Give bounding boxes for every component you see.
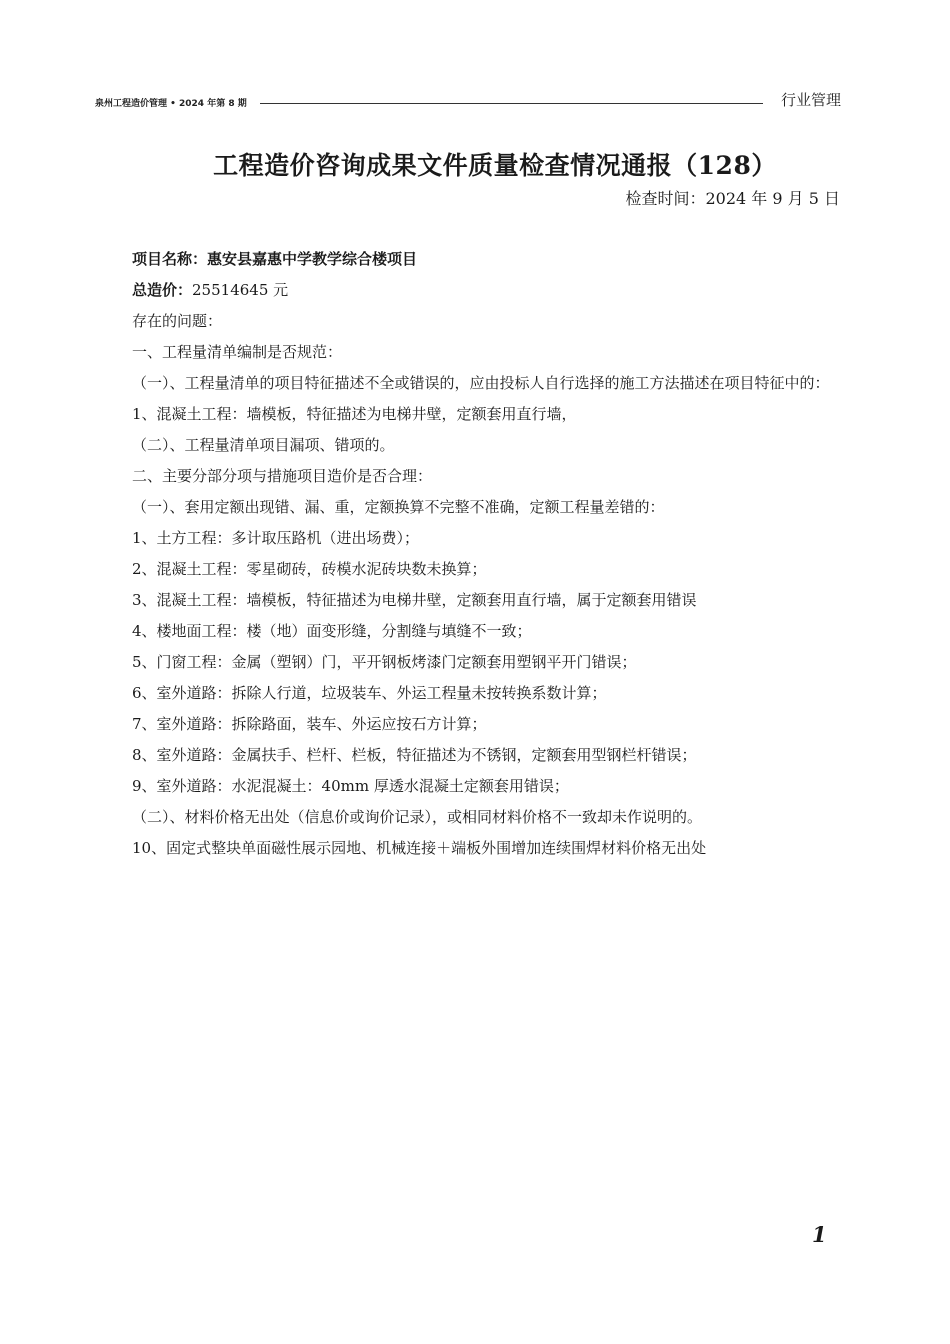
total-cost-label: 总造价： [132,281,193,299]
section-heading: 二、主要分部分项与措施项目造价是否合理： [132,467,433,485]
issue-item: 7、室外道路：拆除路面，装车、外运应按石方计算； [132,715,487,733]
subsection-heading: （二）、材料价格无出处（信息价或询价记录），或相同材料价格不一致却未作说明的。 [132,808,703,826]
project-name-value: 惠安县嘉惠中学教学综合楼项目 [207,250,418,268]
issue-item: 8、室外道路：金属扶手、栏杆、栏板，特征描述为不锈钢，定额套用型钢栏杆错误； [132,746,697,764]
running-header [95,88,841,112]
check-date: 检查时间：2024 年 9 月 5 日 [625,189,840,208]
document-title: 工程造价咨询成果文件质量检查情况通报（128） [213,151,777,180]
subsection-heading: （二）、工程量清单项目漏项、错项的。 [132,436,395,454]
report-body [98,244,844,864]
total-cost-value: 25514645 元 [192,281,289,299]
subsection-heading: （一）、套用定额出现错、漏、重，定额换算不完整不准确，定额工程量差错的： [132,498,665,516]
issues-heading: 存在的问题： [132,312,223,330]
page-number: 1 [812,1222,827,1247]
journal-name: 泉州工程造价管理 • 2024 年第 8 期 [95,99,247,109]
header-rule [260,103,763,104]
issue-item: 4、楼地面工程：楼（地）面变形缝，分割缝与填缝不一致； [132,622,532,640]
total-cost-line [98,275,844,306]
issue-item: 2、混凝土工程：零星砌砖，砖模水泥砖块数未换算； [132,560,487,578]
section-name: 行业管理 [780,91,841,109]
issue-item: 6、室外道路：拆除人行道，垃圾装车、外运工程量未按转换系数计算； [132,684,607,702]
issue-item: 1、土方工程：多计取压路机（进出场费）； [132,529,420,547]
project-name-label: 项目名称： [132,250,208,268]
issue-item: 10、固定式整块单面磁性展示园地、机械连接＋端板外围增加连续围焊材料价格无出处 [132,839,707,857]
issue-item: 5、门窗工程：金属（塑钢）门，平开钢板烤漆门定额套用塑钢平开门错误； [132,653,637,671]
issue-item: 3、混凝土工程：墙模板，特征描述为电梯井壁，定额套用直行墙，属于定额套用错误 [132,591,697,609]
section-heading: 一、工程量清单编制是否规范： [132,343,343,361]
issue-item: 1、混凝土工程：墙模板，特征描述为电梯井壁，定额套用直行墙， [132,405,577,423]
issue-item: 9、室外道路：水泥混凝土：40mm 厚透水混凝土定额套用错误； [132,777,569,795]
subsection-heading: （一）、工程量清单的项目特征描述不全或错误的，应由投标人自行选择的施工方法描述在项目特征中的： [132,374,830,392]
project-name-line [98,244,844,275]
